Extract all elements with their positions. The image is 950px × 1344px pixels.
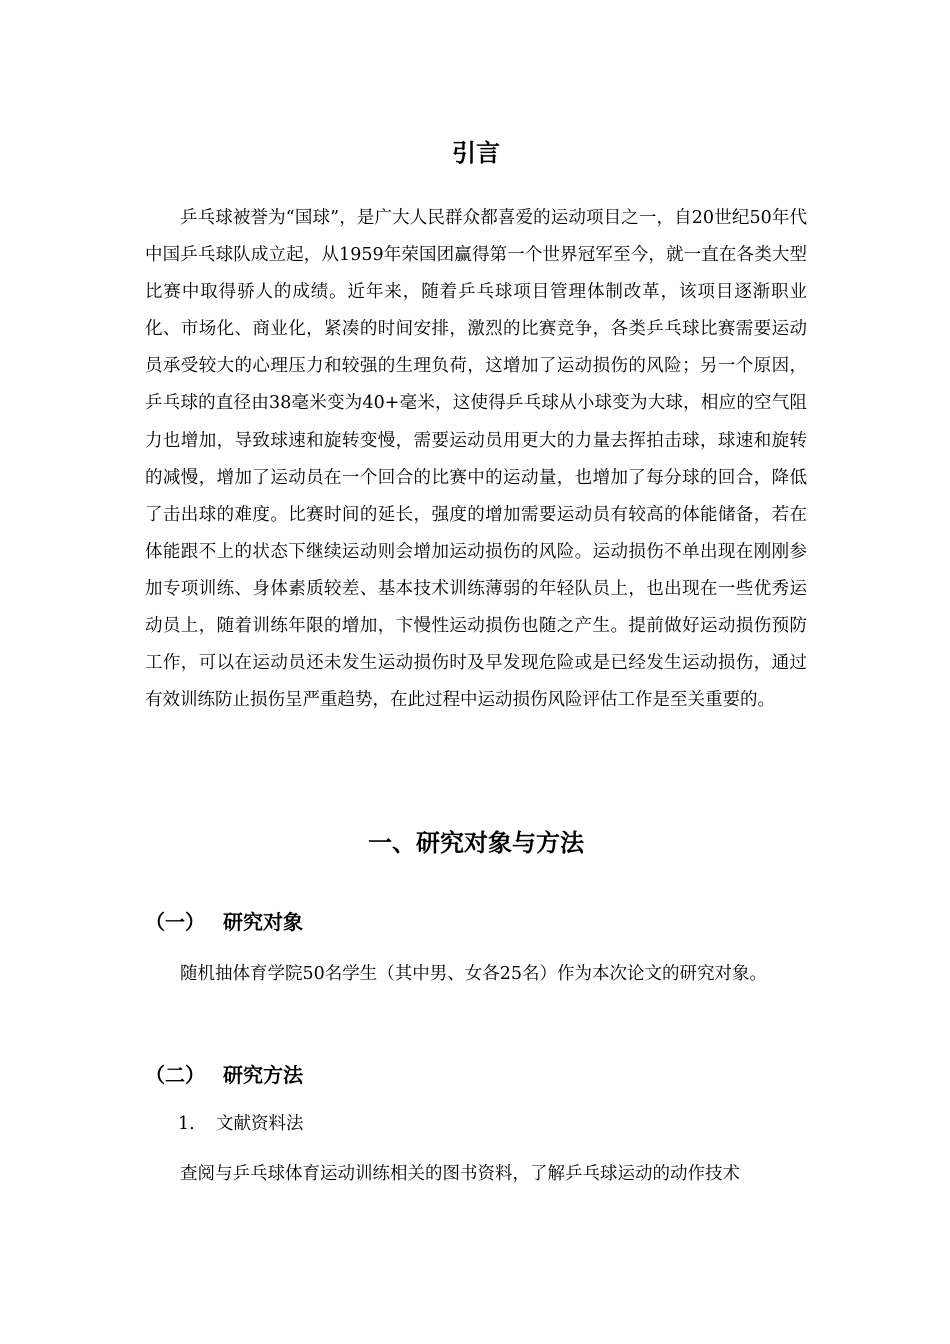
list-item-literature-method (178, 1109, 304, 1139)
subsection-number: （一） (145, 910, 205, 934)
section-title: 一、研究对象与方法 (368, 829, 584, 857)
subsection-title: 研究方法 (223, 1063, 303, 1087)
list-item-number: 1. (178, 1114, 195, 1134)
subsection-number: （二） (145, 1063, 205, 1087)
subsection-heading-research-method (145, 1060, 303, 1090)
subsection-heading-research-object (145, 907, 303, 937)
list-item-title: 文献资料法 (216, 1114, 304, 1134)
intro-title: 引言 (452, 139, 500, 167)
literature-method-paragraph: 查阅与乒乓球体育运动训练相关的图书资料，了解乒乓球运动的动作技术 (180, 1164, 740, 1184)
research-object-paragraph: 随机抽体育学院50名学生（其中男、女各25名）作为本次论文的研究对象。 (180, 964, 768, 984)
intro-paragraph: 乒乓球被誉为“国球”，是广大人民群众都喜爱的运动项目之一，自20世纪50年代中国乒乓球队成立起，从1959年荣国团赢得第一个世界冠军至今，就一直在各类大型比赛中取得骄人的成绩。近年来，随着乒乓球项目管理体制改革，该项目逐渐职业化、市场化、商业化，紧凑的时间安排，激烈的比赛竞争，各类乒乓球比赛需要运动员承受较大的心理压力和较强的生理负荷，这增加了运动损伤的风险；另一个原因，乒乓球的直径由38毫米变为40+毫米，这使得乒乓球从小球变为大球，相应的空气阻力也增加，导致球速和旋转变慢，需要运动员用更大的力量去挥拍击球，球速和旋转的减慢，增加了运动员在一个回合的比赛中的运动量，也增加了每分球的回合，降低了击出球的难度。比赛时间的延长，强度的增加需要运动员有较高的体能储备，若在体能跟不上的状态下继续运动则会增加运动损伤的风险。运动损伤不单出现在刚刚参加专项训练、身体素质较差、基本技术训练薄弱的年轻队员上，也出现在一些优秀运动员上，随着训练年限的增加，卞慢性运动损伤也随之产生。提前做好运动损伤预防工作，可以在运动员还未发生运动损伤时及早发现危险或是已经发生运动损伤，通过有效训练防止损伤呈严重趋势，在此过程中运动损伤风险评估工作是至关重要的。 (145, 208, 807, 711)
subsection-title: 研究对象 (223, 910, 303, 934)
